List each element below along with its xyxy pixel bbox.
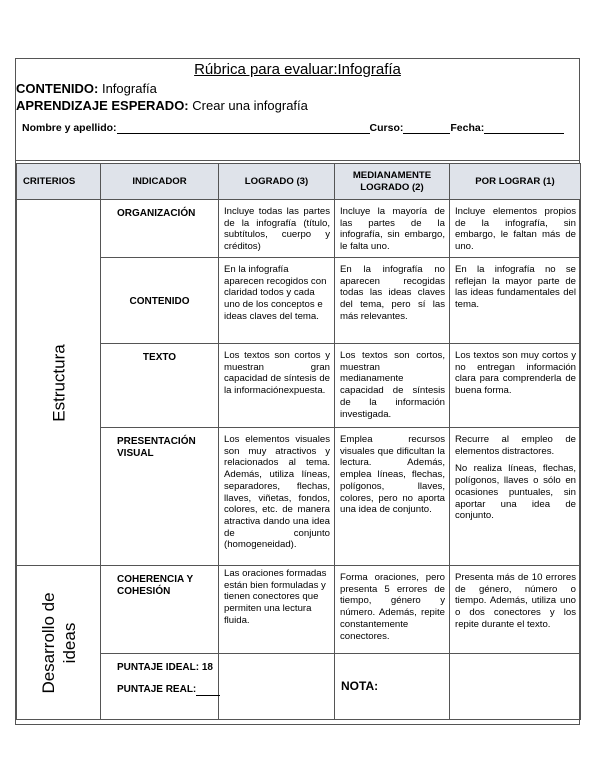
- aprendizaje-value: Crear una infografía: [192, 98, 308, 113]
- cell-por-lograr: Presenta más de 10 errores de género, número o tiempo. Además, utiliza uno o dos conectores y los repite durante el texto.: [450, 566, 581, 654]
- fecha-label: Fecha:: [450, 122, 485, 134]
- col-medianamente-line2: LOGRADO (2): [360, 181, 424, 193]
- table-header-row: [17, 164, 581, 200]
- table-row: [17, 428, 581, 566]
- nombre-field[interactable]: [117, 124, 370, 134]
- cell-por-lograr: Incluye elementos propios de la infografía, sin embargo, le faltan más de uno.: [450, 200, 581, 258]
- cell-medianamente: Emplea recursos visuales que dificultan la lectura. Además, emplea líneas, flechas, polígonos, llaves, colores, pero no aporta una idea de conjunto.: [335, 428, 450, 566]
- aprendizaje-line: [16, 98, 308, 113]
- criterio-desarrollo-line2: ideas: [59, 622, 79, 663]
- criterio-desarrollo-label: [37, 592, 80, 693]
- aprendizaje-label: APRENDIZAJE ESPERADO:: [16, 98, 189, 113]
- puntaje-real-label: PUNTAJE REAL:: [117, 684, 197, 696]
- table-row: [17, 566, 581, 654]
- cell-logrado: Los textos son cortos y muestran gran capacidad de síntesis de la informaciónexpuesta.: [219, 344, 335, 428]
- criterio-desarrollo-line1: Desarrollo de: [38, 591, 58, 694]
- rubric-page: [15, 58, 580, 725]
- col-criterios: CRITERIOS: [17, 164, 101, 200]
- nota-field[interactable]: [450, 654, 581, 720]
- indicador-presentacion-visual: PRESENTACIÓN VISUAL: [101, 428, 219, 566]
- cell-logrado: Los elementos visuales son muy atractivos y relacionados al tema. Además, utiliza líneas, separadores, flechas, llaves, viñetas, fondos, colores, etc. de manera atractiva dando una idea de conjunto (homogeneidad).: [219, 428, 335, 566]
- por-lograr-p2: No realiza líneas, flechas, polígonos, llaves o sólo en ocasiones puntuales, sin aportar una idea de conjunto.: [455, 463, 576, 522]
- col-indicador: INDICADOR: [101, 164, 219, 200]
- contenido-value: Infografía: [101, 81, 157, 96]
- table-row: [17, 200, 581, 258]
- cell-por-lograr: [450, 428, 581, 566]
- contenido-label: CONTENIDO:: [16, 81, 99, 96]
- table-row: [17, 344, 581, 428]
- puntaje-real-field[interactable]: [196, 686, 220, 696]
- table-row-footer: [17, 654, 581, 720]
- curso-label: Curso:: [369, 122, 404, 134]
- indicador-texto: TEXTO: [101, 344, 219, 428]
- cell-logrado: Incluye todas las partes de la infografía (título, subtítulos, cuerpo y créditos): [219, 200, 335, 258]
- contenido-line: [16, 81, 157, 96]
- empty-cell: [219, 654, 335, 720]
- fecha-field[interactable]: [484, 124, 564, 134]
- curso-field[interactable]: [403, 124, 450, 134]
- col-medianamente: [335, 164, 450, 200]
- puntaje-cell: [101, 654, 219, 720]
- cell-medianamente: En la infografía no aparecen recogidas todas las ideas claves del tema, pero sí las más relevantes.: [335, 258, 450, 344]
- cell-logrado: Las oraciones formadas están bien formuladas y tienen conectores que permiten una lectura fluida.: [219, 566, 335, 654]
- rubric-table: [16, 163, 581, 720]
- cell-medianamente: Los textos son cortos, muestran medianamente capacidad de síntesis de la información investigada.: [335, 344, 450, 428]
- col-por-lograr: POR LOGRAR (1): [450, 164, 581, 200]
- student-fields: [22, 122, 564, 134]
- cell-por-lograr: Los textos son muy cortos y no entregan información clara para comprenderla de buena forma.: [450, 344, 581, 428]
- nota-label: NOTA:: [335, 654, 450, 720]
- indicador-coherencia: COHERENCIA Y COHESIÓN: [101, 566, 219, 654]
- por-lograr-p1: Recurre al empleo de elementos distractores.: [455, 434, 576, 457]
- header-divider: [16, 160, 579, 161]
- cell-medianamente: Forma oraciones, pero presenta 5 errores de tiempo, género y número. Además, repite constantemente conectores.: [335, 566, 450, 654]
- page-title: Rúbrica para evaluar:Infografía: [194, 61, 401, 78]
- indicador-contenido: CONTENIDO: [101, 258, 219, 344]
- col-medianamente-line1: MEDIANAMENTE: [352, 169, 432, 181]
- col-logrado: LOGRADO (3): [219, 164, 335, 200]
- table-row: [17, 258, 581, 344]
- indicador-organizacion: ORGANIZACIÓN: [101, 200, 219, 258]
- puntaje-ideal: PUNTAJE IDEAL: 18: [117, 662, 213, 673]
- criterio-desarrollo: [17, 566, 101, 720]
- puntaje-real-line: [117, 684, 214, 696]
- cell-medianamente: Incluye la mayoría de las partes de la infografía, sin embargo, le falta uno.: [335, 200, 450, 258]
- criterio-estructura: [17, 200, 101, 566]
- nombre-label: Nombre y apellido:: [22, 122, 117, 134]
- cell-logrado: En la infografía aparecen recogidos con claridad todos y cada uno de los conceptos e ideas claves del tema.: [219, 258, 335, 344]
- cell-por-lograr: En la infografía no se reflejan la mayor parte de las ideas fundamentales del tema.: [450, 258, 581, 344]
- criterio-estructura-label: Estructura: [48, 343, 68, 422]
